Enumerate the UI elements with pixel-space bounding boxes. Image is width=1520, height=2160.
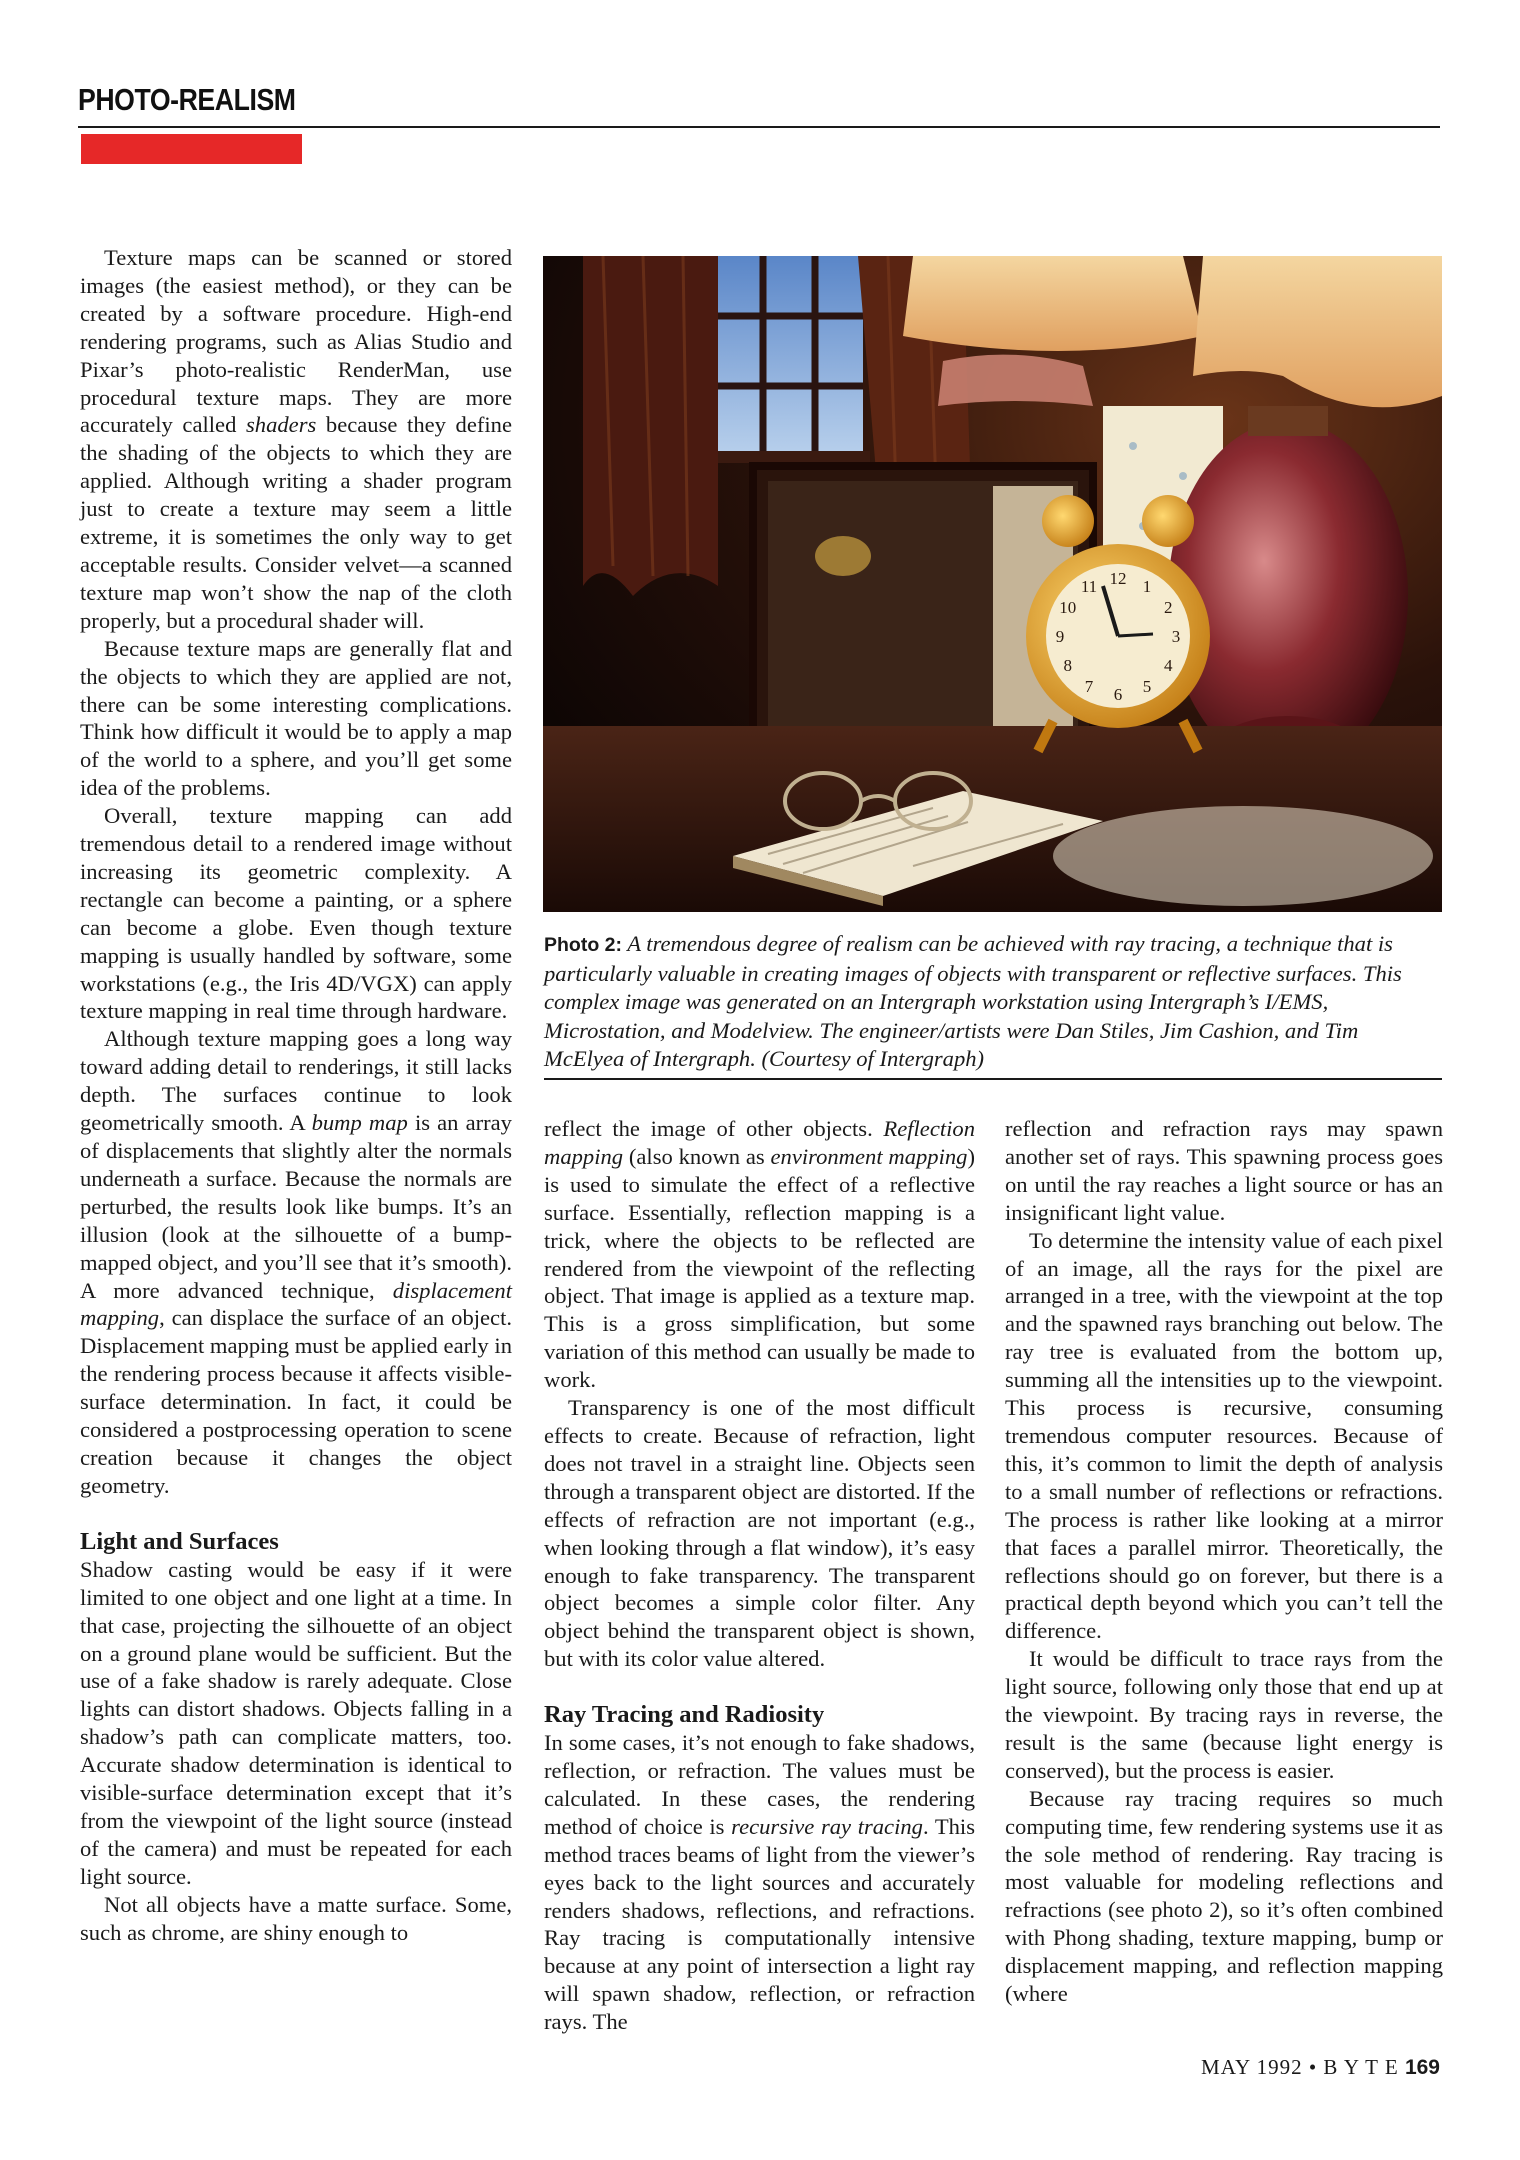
window xyxy=(708,256,870,463)
paragraph: It would be difficult to trace rays from the light source, following only those that end up at the viewpoint. By tracing rays in reverse, the result is the same (because light energy is conserved), but the process is easier. xyxy=(1005,1646,1443,1783)
photo-ray-traced-scene xyxy=(543,256,1442,912)
clock-number: 1 xyxy=(1142,576,1152,596)
paragraph: Although texture mapping goes a long way toward adding detail to renderings, it still lacks depth. The surfaces continue to look geometrically smooth. A bump map is an array of displacements that slightly alter the normals underneath a surface. Because the normals are perturbed, the results look like bumps. It’s an illusion (look at the silhouette of a bump-mapped object, and you’ll see that it’s smooth). A more advanced technique, displacement mapping, can displace the surface of an object. Displacement mapping must be applied early in the rendering process because it affects visible-surface determination. In fact, it could be considered a postprocessing operation to scene creation because it changes the object geometry. xyxy=(80,1026,512,1498)
clock-number: 12 xyxy=(1109,569,1127,588)
clock-number: 5 xyxy=(1142,677,1152,697)
paragraph: Shadow casting would be easy if it were limited to one object and one light at a time. In that case, projecting the silhouette of an object on a ground plane would be sufficient. But the use of a fake shadow is rarely adequate. Close lights can distort shadows. Objects falling in a shadow’s path can complicate matters, too. Accurate shadow determination is identical to visible-surface determination except that it’s from the viewpoint of the light source (instead of the camera) and must be repeated for each light source. xyxy=(80,1556,512,1889)
clock-number: 8 xyxy=(1063,656,1073,675)
photo-caption xyxy=(544,930,1442,1074)
page-footer xyxy=(1201,2055,1440,2080)
paragraph: To determine the intensity value of each pixel of an image, all the rays for the pixel are arranged in a tree, with the viewpoint at the top and the spawned rays branching out below. The ray tree is evaluated from the bottom up, summing all the intensities up to the viewpoint. This process is recursive, consuming tremendous computer resources. Because of this, it’s common to limit the depth of analysis to a small number of reflections or refractions. The process is rather like looking at a mirror that faces a parallel mirror. Theoretically, the reflections should go on forever, but there is a practical depth beyond which you can’t tell the difference. xyxy=(1005,1227,1443,1644)
paragraph: reflection and refraction rays may spawn another set of rays. This spawning process goes on until the ray reaches a light source or has an insignificant light value. xyxy=(1005,1116,1443,1225)
paragraph: Transparency is one of the most difficult effects to create. Because of refraction, light does not travel in a straight line. Objects seen through a transparent object are distorted. If the effects of refraction are not important (e.g., when looking through a flat window), it’s easy enough to fake transparency. The transparent object becomes a simple color filter. Any object behind the transparent object is shown, but with its color value altered. xyxy=(544,1395,975,1672)
lace-doily xyxy=(1053,806,1433,906)
accent-bar xyxy=(81,134,302,164)
clock-number: 3 xyxy=(1171,627,1181,646)
paragraph: Overall, texture mapping can add tremendous detail to a rendered image without increasing its geometric complexity. A rectangle can become a painting, or a sphere can become a globe. Even though texture mapping is usually handled by software, some workstations (e.g., the Iris 4D/VGX) can apply texture mapping in real time through hardware. xyxy=(80,803,512,1024)
page-header xyxy=(78,82,1440,172)
paragraph: Because texture maps are generally flat and the objects to which they are applied are not, there can be some interesting complications. Think how difficult it would be to apply a map of the world to a sphere, and you’ll get some idea of the problems. xyxy=(80,635,512,801)
column-1 xyxy=(80,244,512,1946)
subheading-light-and-surfaces: Light and Surfaces xyxy=(80,1527,279,1555)
paragraph: Not all objects have a matte surface. Some, such as chrome, are shiny enough to xyxy=(80,1891,512,1945)
issue-info: MAY 1992 • B Y T E xyxy=(1201,2055,1399,2079)
section-title: PHOTO-REALISM xyxy=(78,82,296,117)
caption-label: Photo 2: xyxy=(544,934,622,956)
paragraph: Texture maps can be scanned or stored images (the easiest method), or they can be created by a software procedure. High-end rendering programs, such as Alias Studio and Pixar’s photo-realistic RenderMan, use procedural texture maps. They are more accurately called shaders because they define the shading of the objects to which they are applied. Although writing a shader program just to create a texture may seem a little extreme, it is sometimes the only way to get acceptable results. Consider velvet—a scanned texture map won’t show the nap of the cloth properly, but a procedural shader will. xyxy=(80,245,513,633)
clock-number: 11 xyxy=(1080,576,1098,596)
clock-number: 6 xyxy=(1113,685,1123,704)
clock-number: 2 xyxy=(1163,598,1173,617)
clock-number: 7 xyxy=(1084,677,1094,697)
caption-text: A tremendous degree of realism can be achieved with ray tracing, a technique that is particularly valuable in creating images of objects with transparent or reflective surfaces. This complex image was generated on an Intergraph workstation using Intergraph’s I/EMS, Microstation, and Modelview. The engineer/artists were Dan Stiles, Jim Cashion, and Tim McElyea of Intergraph. (Courtesy of Intergraph) xyxy=(544,931,1402,1072)
paragraph: In some cases, it’s not enough to fake shadows, reflection, or refraction. The values must be calculated. In these cases, the rendering method of choice is recursive ray tracing. This method traces beams of light from the viewer’s eyes back to the light sources and accurately renders shadows, reflections, and refractions. Ray tracing is computationally intensive because at any point of intersection a light ray will spawn shadow, reflection, or refraction rays. The xyxy=(544,1730,975,2035)
clock-number: 9 xyxy=(1055,627,1065,646)
caption-rule xyxy=(544,1078,1442,1080)
clock-number: 4 xyxy=(1163,656,1173,675)
page-number: 169 xyxy=(1404,2056,1440,2079)
column-2 xyxy=(544,1115,975,2036)
paragraph: Because ray tracing requires so much computing time, few rendering systems use it as the sole method of rendering. Ray tracing is most valuable for modeling reflections and refractions (see photo 2), so it’s often combined with Phong shading, texture mapping, bump or displacement mapping, and reflection mapping (where xyxy=(1005,1785,1443,2007)
lamp-shade-left xyxy=(903,256,1203,351)
column-3 xyxy=(1005,1115,1443,2008)
photo-illustration xyxy=(543,256,1442,912)
paragraph: reflect the image of other objects. Reflection mapping (also known as environment mapping) is used to simulate the effect of a reflective surface. Essentially, reflection mapping is a trick, where the objects to be reflected are rendered from the viewpoint of the reflecting object. That image is applied as a texture map. This is a gross simplification, but some variation of this method can usually be made to work. xyxy=(544,1116,975,1393)
clock-number: 10 xyxy=(1059,598,1077,617)
subheading-ray-tracing: Ray Tracing and Radiosity xyxy=(544,1701,825,1729)
header-rule xyxy=(78,126,1440,128)
